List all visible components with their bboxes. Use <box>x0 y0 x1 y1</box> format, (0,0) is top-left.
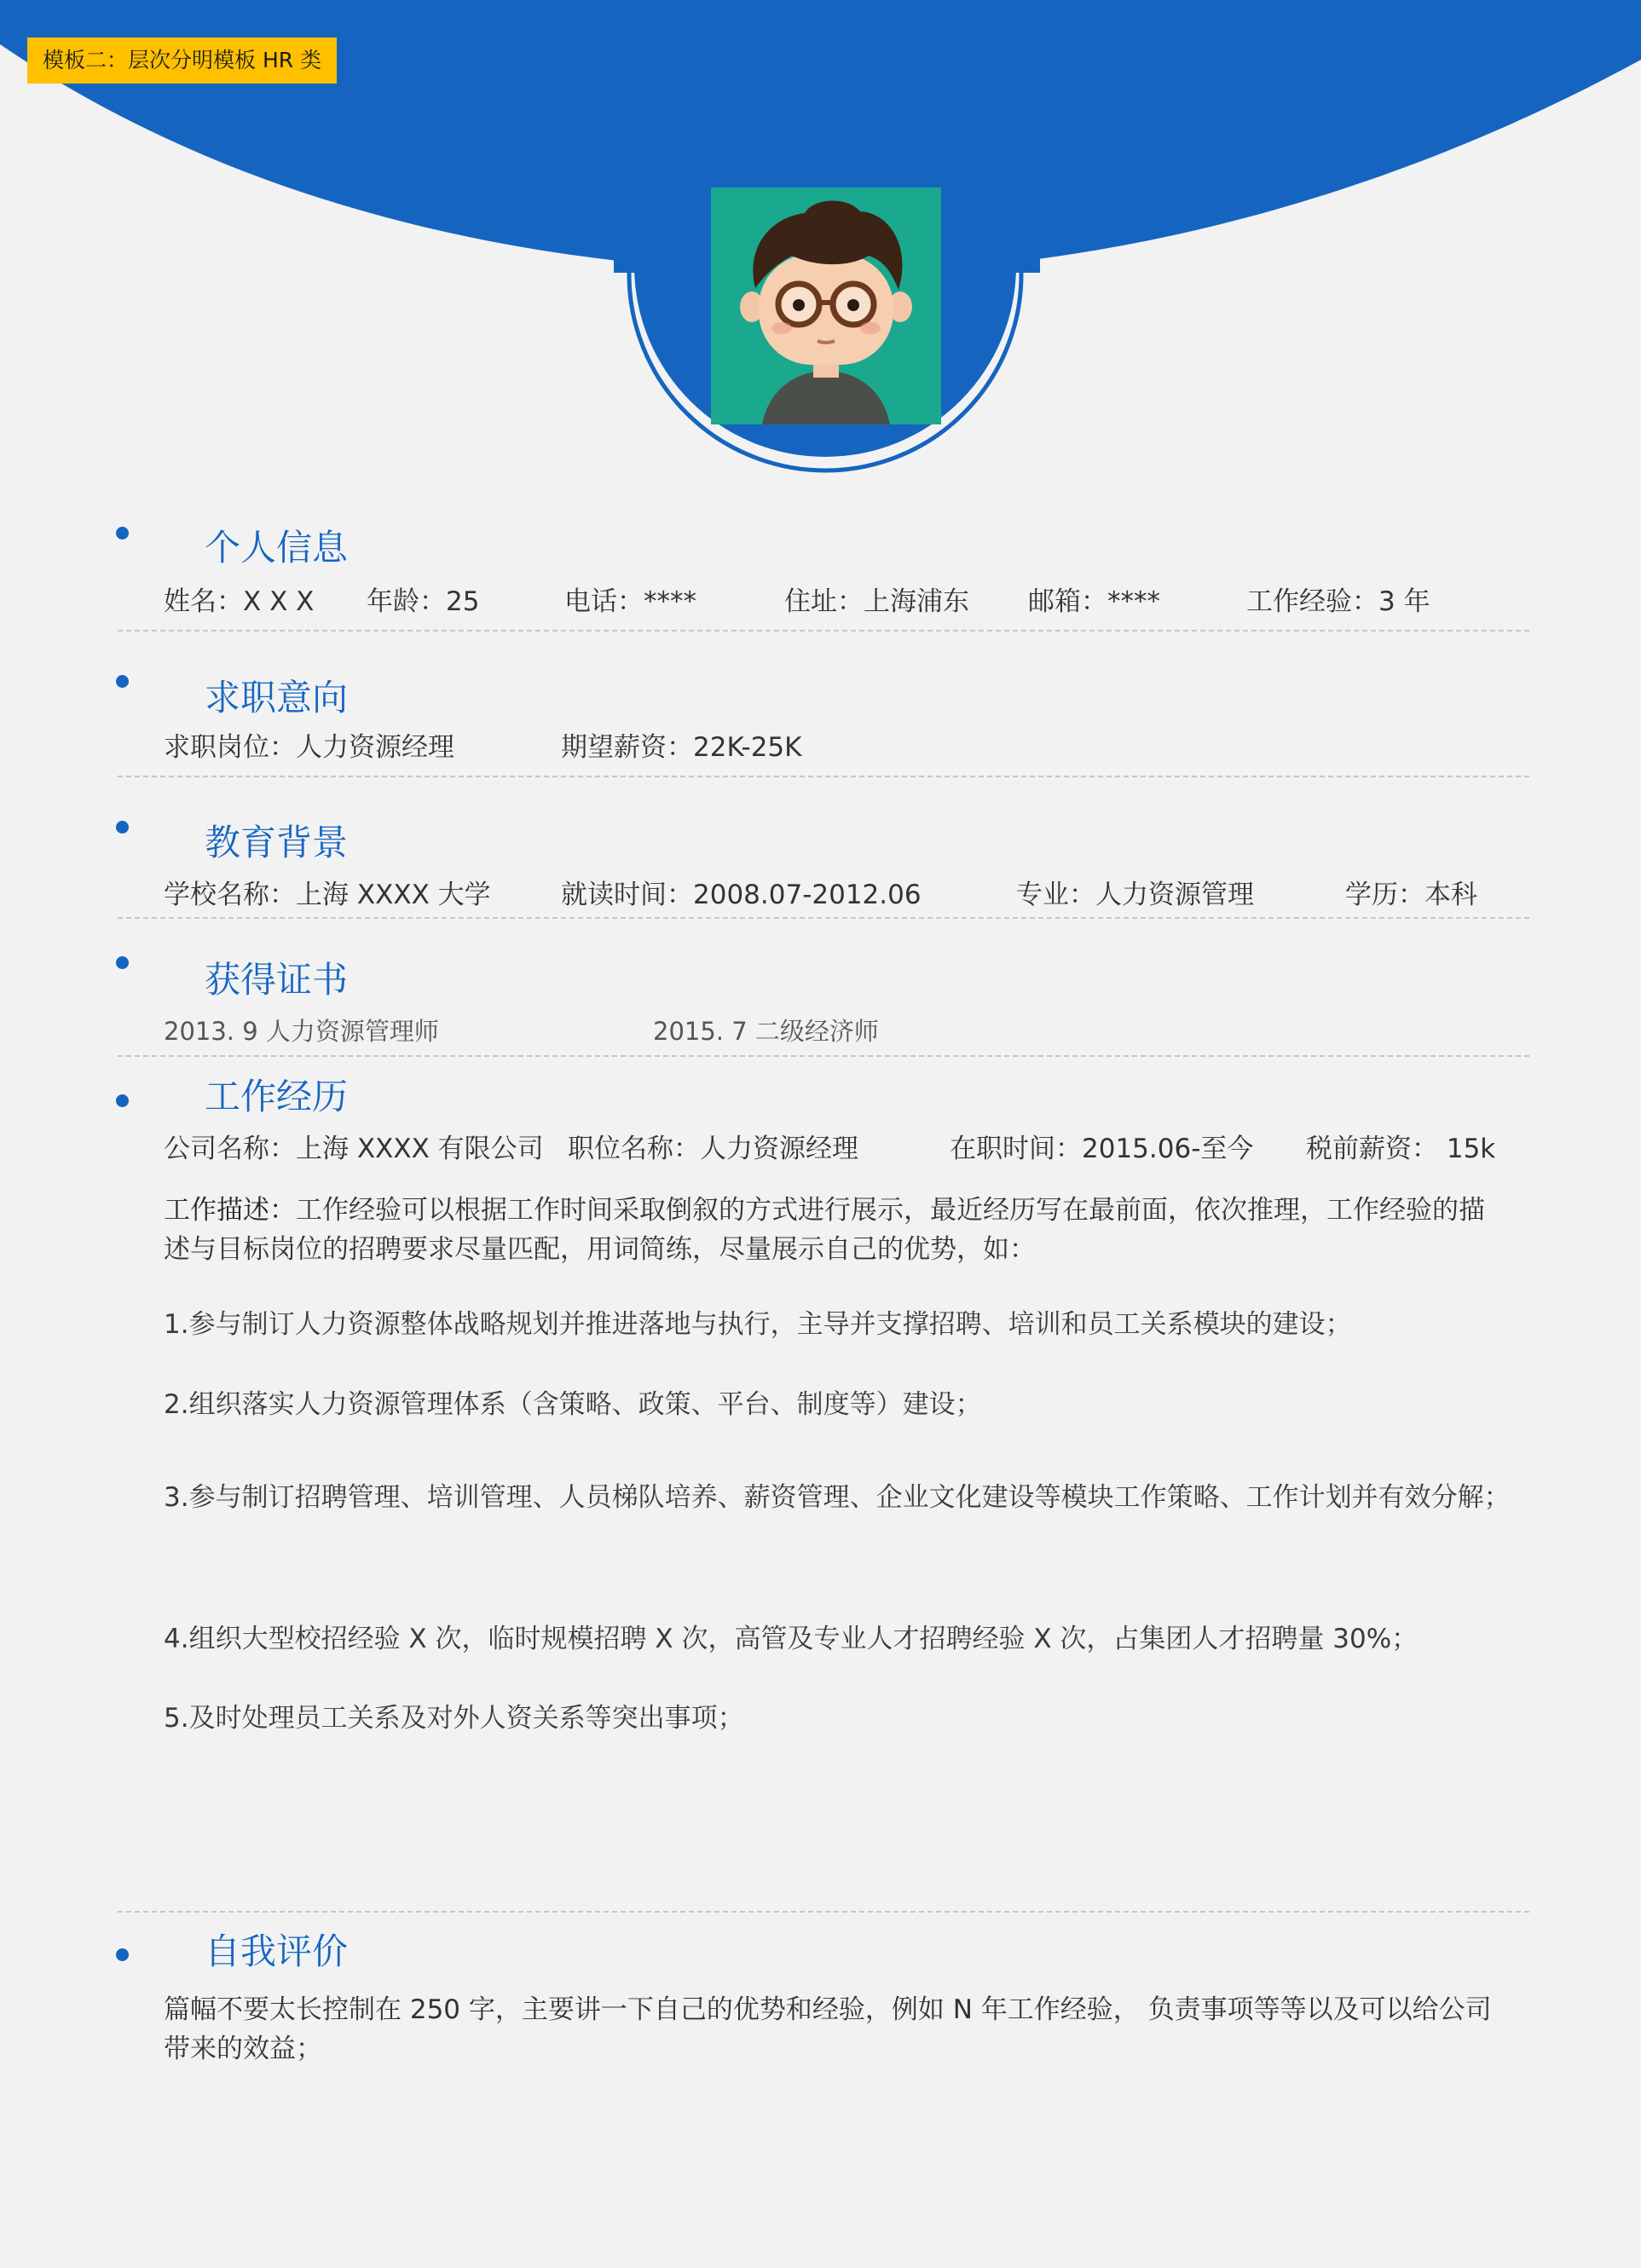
age-field: 年龄：25 <box>367 586 480 617</box>
school-field: 学校名称：上海 XXXX 大学 <box>164 880 491 910</box>
tenure-field: 在职时间：2015.06-至今 <box>950 1134 1254 1164</box>
section-divider <box>118 776 1529 777</box>
section-title-certificates: 获得证书 <box>205 959 349 1001</box>
salary-field: 期望薪资：22K-25K <box>561 732 802 763</box>
certificate-item: 2013. 9 人力资源管理师 <box>164 1017 439 1046</box>
section-divider <box>118 1911 1529 1913</box>
intention-row <box>164 729 1528 766</box>
section-bullet <box>116 527 129 540</box>
company-field: 公司名称：上海 XXXX 有限公司 <box>164 1134 544 1164</box>
experience-field: 工作经验：3 年 <box>1246 586 1430 617</box>
self-eval-text: 篇幅不要太长控制在 250 字，主要讲一下自己的优势和经验，例如 N 年工作经验， 负责事项等等以及可以给公司带来的效益； <box>164 1994 1492 2064</box>
section-bullet <box>116 821 129 834</box>
work-description <box>164 1191 1511 1269</box>
address-field: 住址：上海浦东 <box>784 586 969 617</box>
section-divider <box>118 630 1529 632</box>
pre-tax-salary-field: 税前薪资： 15k <box>1306 1134 1496 1164</box>
cartoon-avatar-icon <box>711 188 941 424</box>
section-title-education: 教育背景 <box>205 822 349 863</box>
period-field: 就读时间：2008.07-2012.06 <box>561 880 922 910</box>
job-title-field: 职位名称：人力资源经理 <box>568 1134 858 1164</box>
section-divider <box>118 1055 1529 1057</box>
position-field: 求职岗位：人力资源经理 <box>164 732 454 763</box>
education-row <box>164 876 1528 914</box>
section-title-self-eval: 自我评价 <box>205 1930 349 1972</box>
work-item: 1.参与制订人力资源整体战略规划并推进落地与执行，主导并支撑招聘、培训和员工关系模块的建设； <box>164 1309 1352 1340</box>
phone-field: 电话：**** <box>564 586 696 617</box>
personal-info-row <box>164 583 1528 620</box>
work-item: 4.组织大型校招经验 X 次，临时规模招聘 X 次，高管及专业人才招聘经验 X 次，占集团人才招聘量 30%； <box>164 1624 1419 1654</box>
work-item: 5.及时处理员工关系及对外人资关系等突出事项； <box>164 1703 744 1734</box>
work-item: 2.组织落实人力资源管理体系（含策略、政策、平台、制度等）建设； <box>164 1389 982 1420</box>
template-tag: 模板二：层次分明模板 HR 类 <box>27 38 337 84</box>
avatar <box>711 188 941 424</box>
section-bullet <box>116 675 129 688</box>
work-description-label: 工作描述： <box>164 1195 296 1226</box>
email-field: 邮箱：**** <box>1028 586 1160 617</box>
work-description-text: 工作经验可以根据工作时间采取倒叙的方式进行展示，最近经历写在最前面，依次推理，工作经验的描述与目标岗位的招聘要求尽量匹配，用词简练，尽量展示自己的优势，如： <box>164 1195 1485 1265</box>
major-field: 专业：人力资源管理 <box>1016 880 1254 910</box>
certificates-row <box>164 1013 1528 1050</box>
name-field: 姓名：X X X <box>164 586 315 617</box>
section-bullet <box>116 1948 129 1961</box>
certificate-item: 2015. 7 二级经济师 <box>653 1017 879 1046</box>
section-title-intention: 求职意向 <box>205 677 349 718</box>
section-title-personal: 个人信息 <box>205 527 349 568</box>
section-divider <box>118 917 1529 919</box>
section-bullet <box>116 956 129 969</box>
section-bullet <box>116 1094 129 1107</box>
section-title-work: 工作经历 <box>205 1076 349 1117</box>
work-item: 3.参与制订招聘管理、培训管理、人员梯队培养、薪资管理、企业文化建设等模块工作策略、工作计划并有效分解； <box>164 1482 1511 1513</box>
work-info-row <box>164 1130 1528 1168</box>
degree-field: 学历：本科 <box>1345 880 1477 910</box>
